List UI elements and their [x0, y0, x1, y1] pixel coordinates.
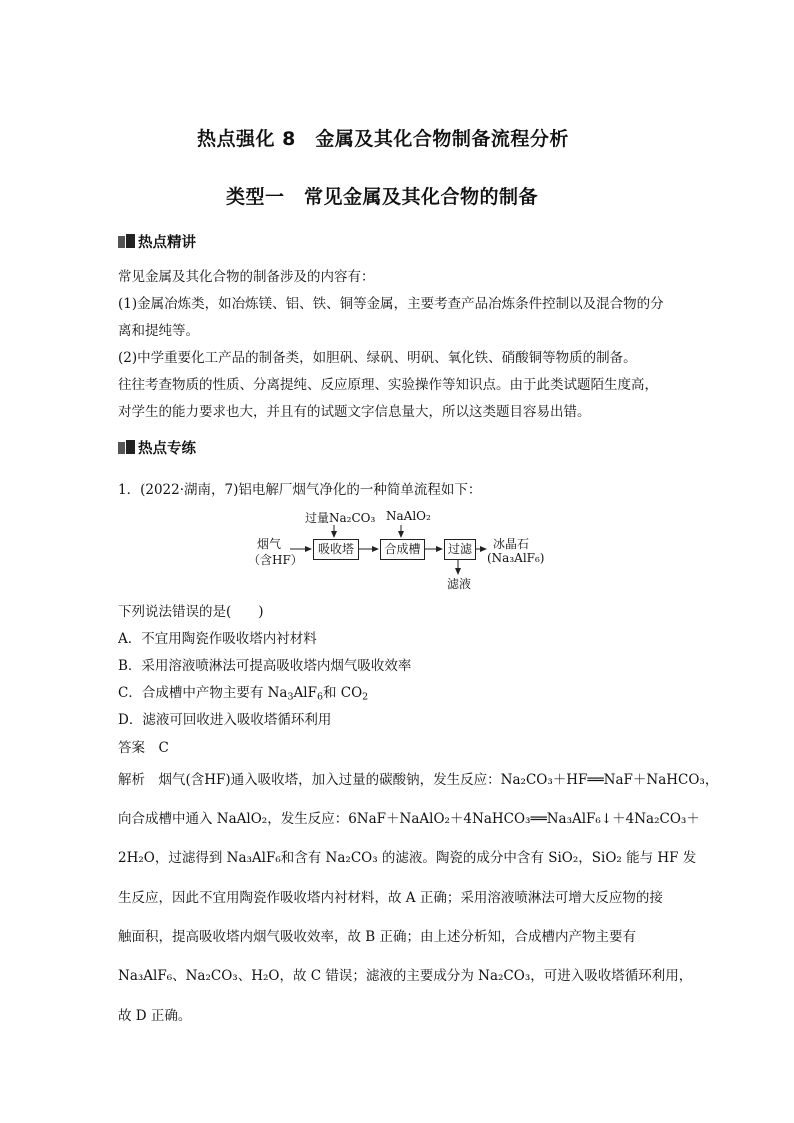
section-marker-icon	[118, 234, 136, 248]
section-heading-jingjiang: 热点精讲	[138, 235, 196, 251]
analysis-line-7: 故 D 正确。	[118, 1008, 192, 1024]
analysis-line-5: 触面积，提高吸收塔内烟气吸收效率，故 B 正确；由上述分析知，合成槽内产物主要有	[118, 929, 637, 945]
filtrate-output: 滤液	[447, 577, 472, 591]
intro-line-2: (1)金属冶炼类，如冶炼镁、铝、铁、铜等金属，主要考查产品冶炼条件控制以及混合物的分	[118, 296, 664, 312]
option-b: B．采用溶液喷淋法可提高吸收塔内烟气吸收效率	[118, 658, 412, 674]
intro-line-6: 对学生的能力要求也大，并且有的试题文字信息量大，所以这类题目容易出错。	[118, 404, 591, 420]
section-heading-zhuanlian: 热点专练	[138, 441, 196, 457]
analysis-line-6: Na₃AlF₆、Na₂CO₃、H₂O，故 C 错误；滤液的主要成分为 Na₂CO₃，可进入吸收塔循环利用，	[118, 968, 693, 984]
input-flue-gas: 烟气	[257, 537, 282, 551]
absorption-tower-box: 吸收塔	[313, 539, 359, 560]
section-marker-icon	[118, 440, 136, 454]
input-hf-note: （含HF）	[248, 553, 303, 567]
question-stem: 1．(2022·湖南，7)铝电解厂烟气净化的一种简单流程如下：	[118, 482, 482, 498]
intro-line-4: (2)中学重要化工产品的制备类，如胆矾、绿矾、明矾、氧化铁、硝酸铜等物质的制备。	[118, 350, 637, 366]
option-d: D．滤液可回收进入吸收塔循环利用	[118, 712, 332, 728]
option-c: C．合成槽中产物主要有 $Na_3AlF_6$和 $CO_2$	[118, 685, 369, 703]
product-cryolite: 冰晶石	[493, 537, 530, 551]
section-subtitle: 类型一 常见金属及其化合物的制备	[226, 186, 539, 208]
filtration-box: 过滤	[444, 539, 476, 560]
reagent-na2co3: 过量Na₂CO₃	[305, 511, 376, 525]
reagent-naalo2: NaAlO₂	[386, 509, 431, 523]
answer: 答案 C	[118, 740, 169, 756]
synthesis-tank-box: 合成槽	[380, 539, 425, 560]
analysis-line-1: 解析 烟气(含HF)通入吸收塔，加入过量的碳酸钠，发生反应：Na₂CO₃＋HF══NaF＋NaHCO₃，	[118, 772, 719, 788]
analysis-line-4: 生反应，因此不宜用陶瓷作吸收塔内衬材料，故 A 正确；采用溶液喷淋法可增大反应物的接	[118, 890, 663, 906]
analysis-line-2: 向合成槽中通入 NaAlO₂，发生反应：6NaF＋NaAlO₂＋4NaHCO₃══Na₃AlF₆↓＋4Na₂CO₃＋	[118, 811, 700, 827]
intro-line-3: 离和提纯等。	[118, 323, 199, 339]
product-formula: (Na₃AlF₆)	[487, 551, 545, 565]
analysis-line-3: 2H₂O，过滤得到 Na₃AlF₆和含有 Na₂CO₃ 的滤液。陶瓷的成分中含有 SiO₂，SiO₂ 能与 HF 发	[118, 850, 697, 866]
intro-line-1: 常见金属及其化合物的制备涉及的内容有：	[118, 269, 375, 285]
intro-line-5: 往往考查物质的性质、分离提纯、反应原理、实验操作等知识点。由于此类试题陌生度高，	[118, 377, 658, 393]
option-a: A．不宜用陶瓷作吸收塔内衬材料	[118, 631, 317, 647]
page-title: 热点强化 8 金属及其化合物制备流程分析	[197, 128, 569, 150]
question-prompt: 下列说法错误的是( )	[118, 604, 264, 620]
